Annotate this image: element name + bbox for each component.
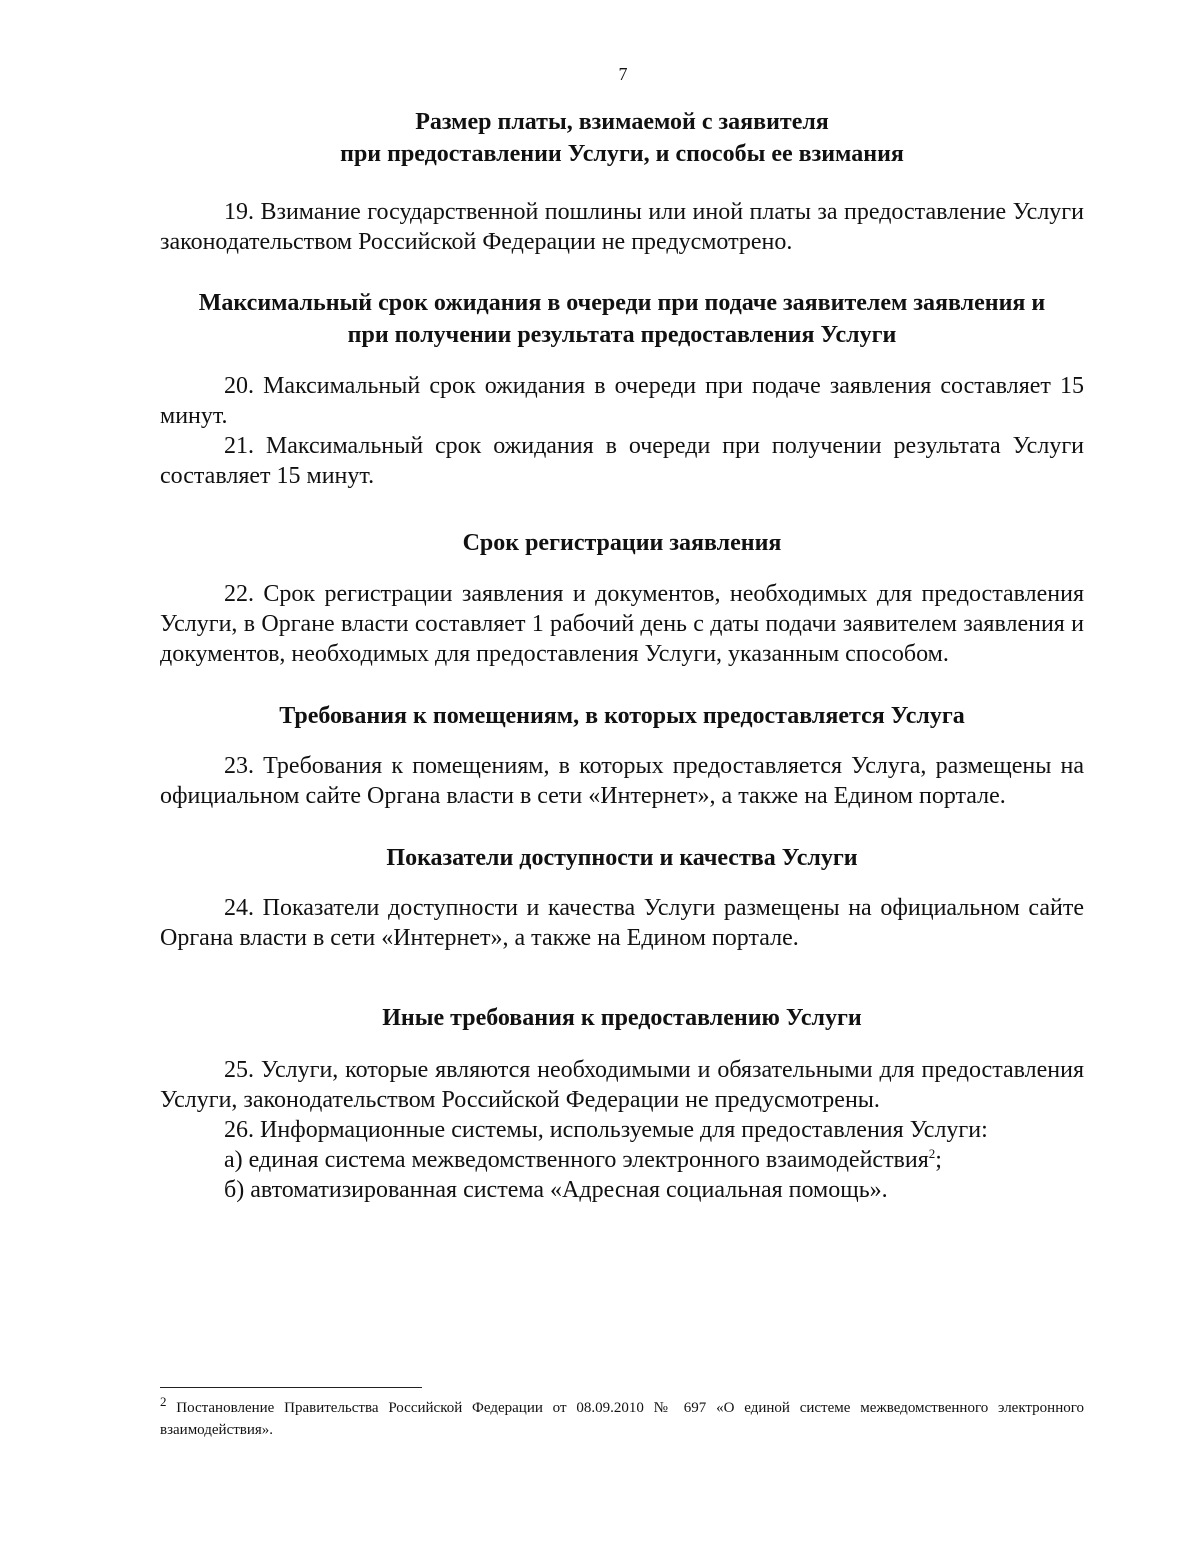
section-registration (160, 527, 1084, 669)
paragraph-23: 23. Требования к помещениям, в которых предоставляется Услуга, размещены на официальном сайте Органа власти в сети «Интернет», а также на Едином портале. (160, 753, 1084, 809)
footnote-marker: 2 (160, 1394, 167, 1409)
paragraph-26: 26. Информационные системы, используемые для предоставления Услуги: (224, 1117, 988, 1143)
heading-line-1: Максимальный срок ожидания в очереди при подаче заявителем заявления и (198, 290, 1046, 316)
document-body (160, 106, 1084, 1205)
section-other-requirements (160, 1002, 1084, 1205)
section-accessibility (160, 842, 1084, 953)
footnote-text: Постановление Правительства Российской Федерации от 08.09.2010 № 697 «О единой системе межведомственного электронного взаимодействия». (160, 1400, 1084, 1438)
section-heading (160, 287, 1084, 351)
section-premises (160, 700, 1084, 811)
section-heading: Срок регистрации заявления (462, 530, 782, 556)
list-item-a-end: ; (935, 1147, 942, 1173)
list-item-a-text: а) единая система межведомственного электронного взаимодействия (224, 1147, 929, 1173)
footnote-ref: 2 (928, 1146, 936, 1161)
list-item-b: б) автоматизированная система «Адресная социальная помощь». (224, 1177, 888, 1203)
section-heading: Иные требования к предоставлению Услуги (382, 1005, 862, 1031)
paragraph-20: 20. Максимальный срок ожидания в очереди при подаче заявления составляет 15 минут. (160, 373, 1084, 429)
paragraph-21: 21. Максимальный срок ожидания в очереди при получении результата Услуги составляет 15 минут. (160, 433, 1084, 489)
paragraph-24: 24. Показатели доступности и качества Услуги размещены на официальном сайте Органа власти в сети «Интернет», а также на Едином портале. (160, 895, 1084, 951)
heading-line-2: при получении результата предоставления Услуги (347, 322, 897, 348)
paragraph-22: 22. Срок регистрации заявления и документов, необходимых для предоставления Услуги, в Органе власти составляет 1 рабочий день с даты подачи заявителем заявления и документов, необходимых для предоставления Услуги, указанным способом. (160, 581, 1084, 667)
paragraph-19: 19. Взимание государственной пошлины или иной платы за предоставление Услуги законодательством Российской Федерации не предусмотрено. (160, 199, 1084, 255)
section-queue-time (160, 287, 1084, 491)
heading-line-2: при предоставлении Услуги, и способы ее взимания (340, 141, 904, 167)
list-item-a (160, 1145, 1084, 1175)
paragraph-25: 25. Услуги, которые являются необходимыми и обязательными для предоставления Услуги, законодательством Российской Федерации не предусмотрены. (160, 1057, 1084, 1113)
section-heading: Требования к помещениям, в которых предоставляется Услуга (279, 703, 965, 729)
footnote (160, 1394, 1084, 1441)
section-heading (160, 106, 1084, 170)
page-number: 7 (618, 64, 628, 84)
footnote-separator (160, 1387, 422, 1388)
heading-line-1: Размер платы, взимаемой с заявителя (415, 109, 829, 135)
section-payment (160, 106, 1084, 257)
section-heading: Показатели доступности и качества Услуги (386, 845, 858, 871)
